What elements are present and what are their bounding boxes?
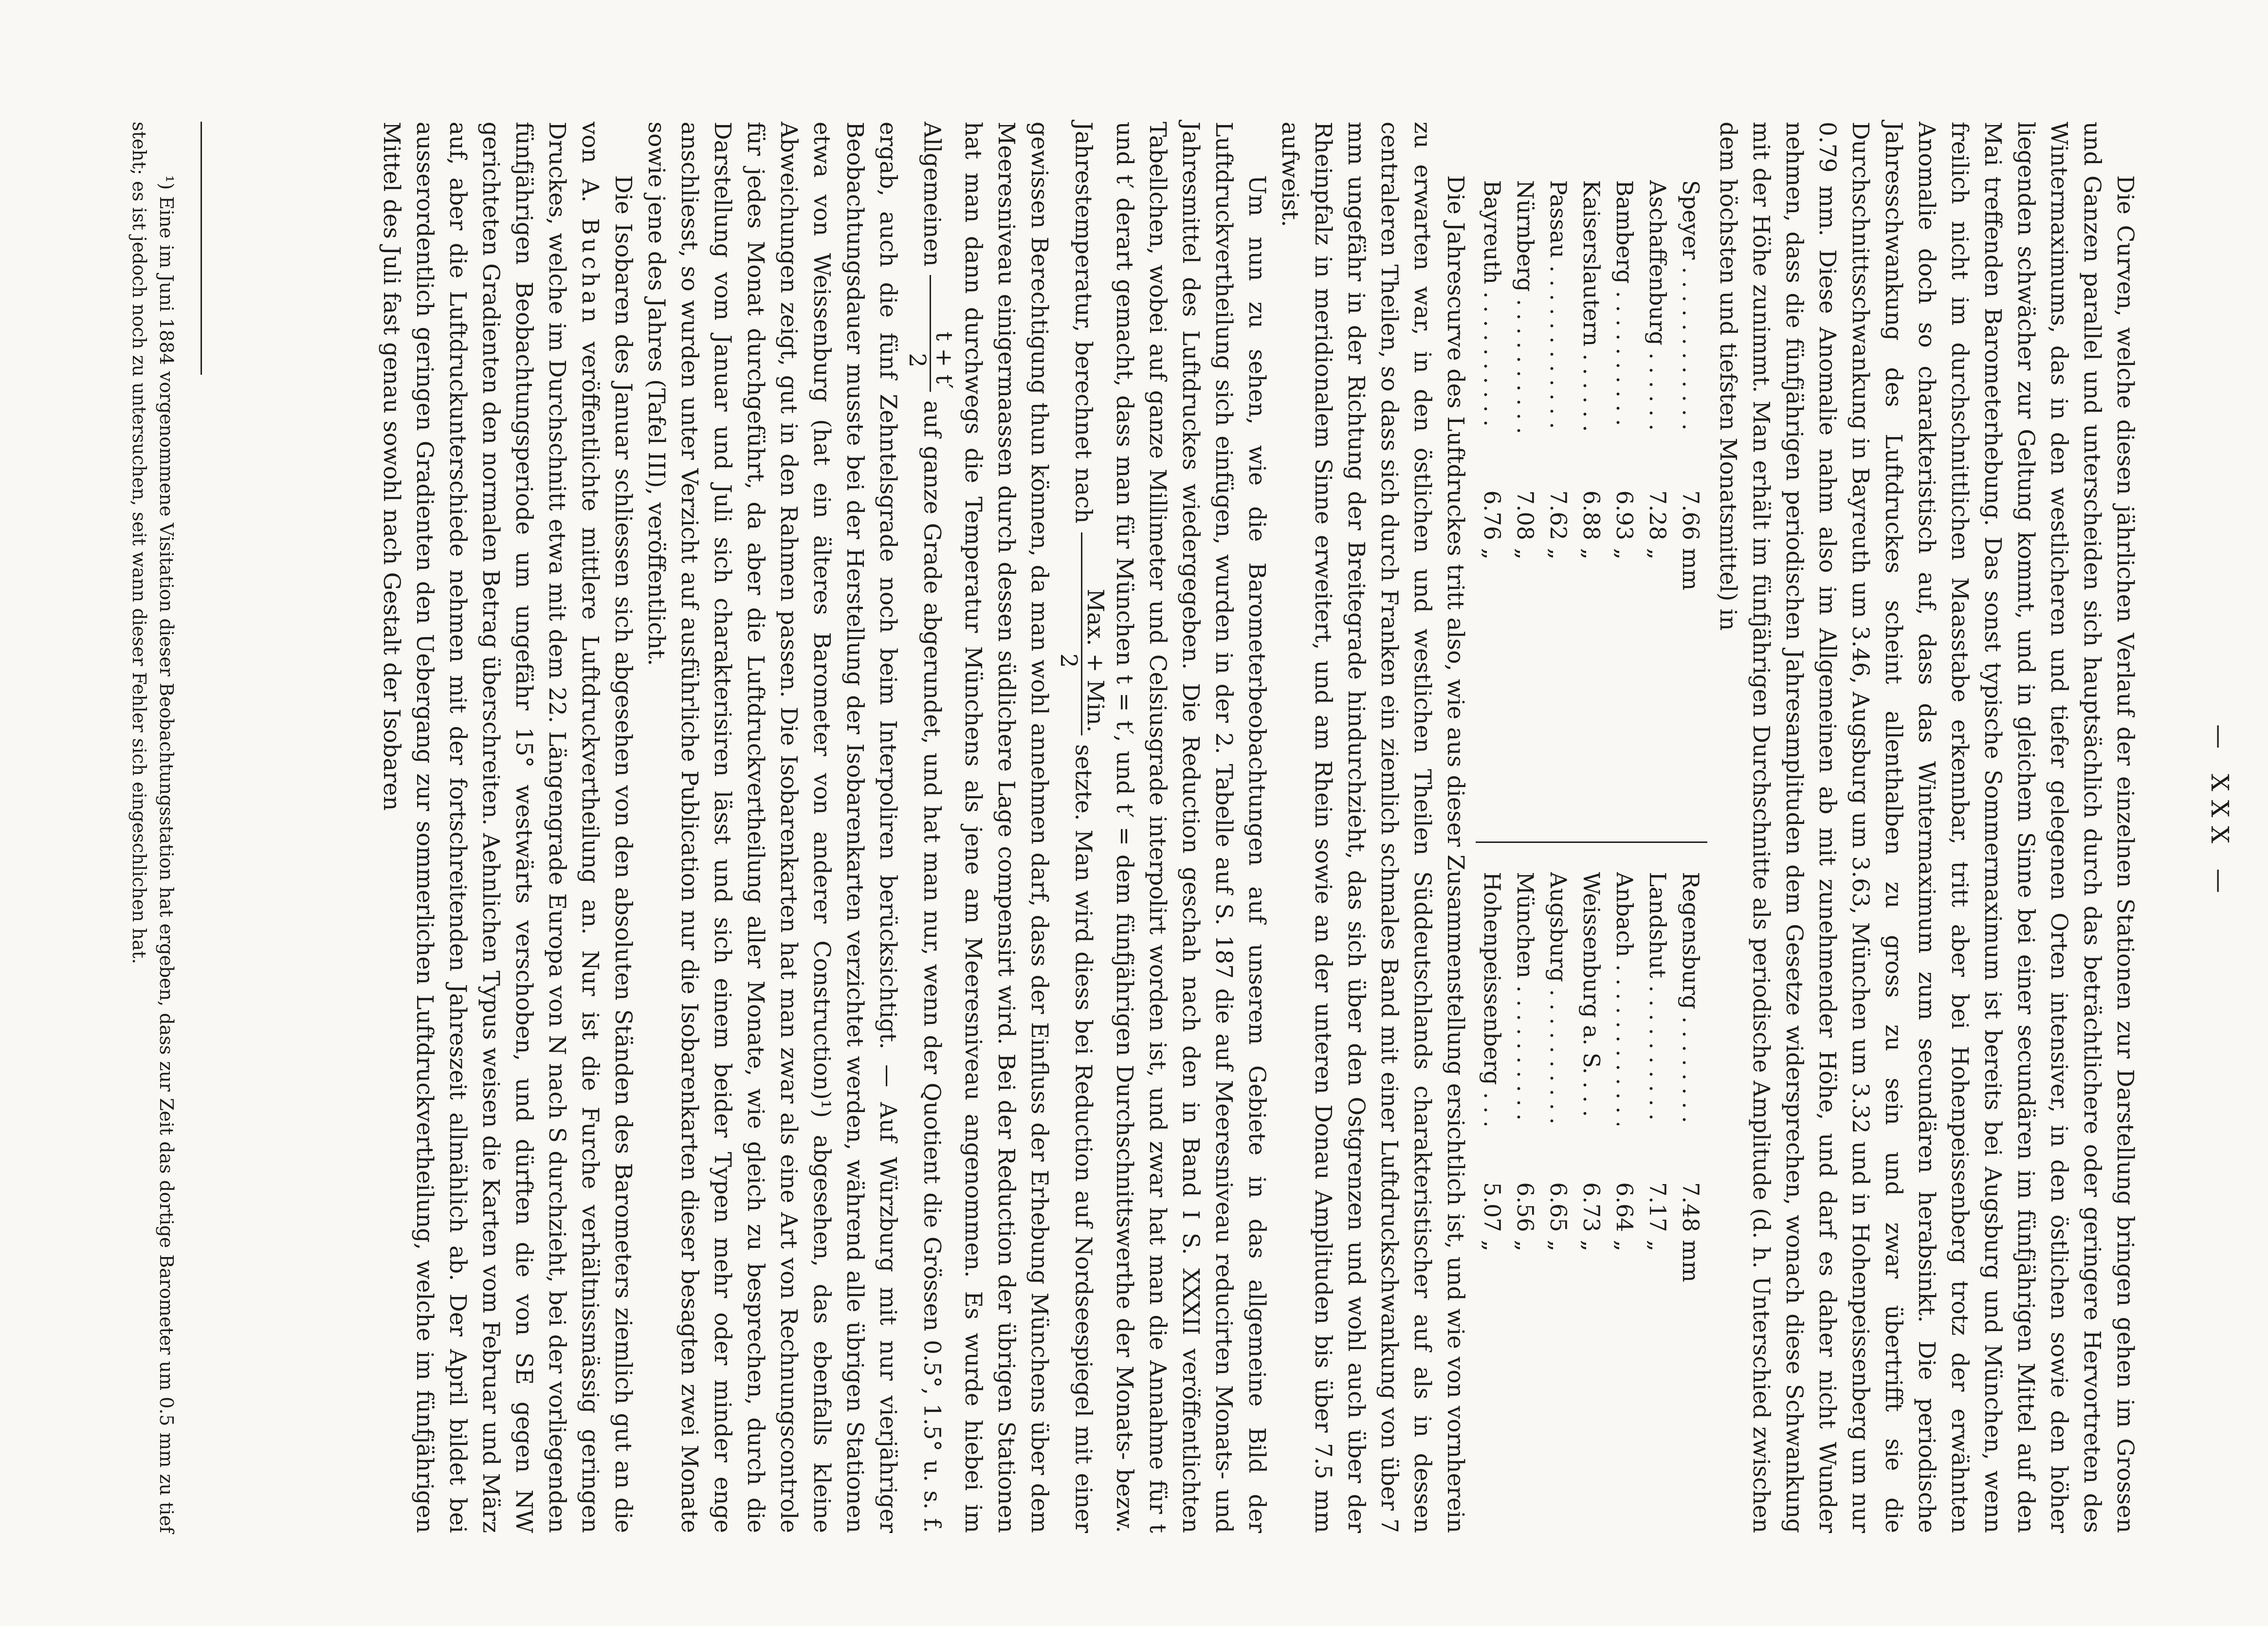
amplitude-unit: mm (1678, 548, 1704, 591)
amplitude-value: 6.76 (1479, 490, 1505, 540)
fraction-t-tprime-denominator: 2 (904, 353, 931, 368)
amplitude-value: 7.08 (1512, 490, 1538, 540)
station-name: Speyer . . . (1674, 180, 1707, 433)
paragraph-curves: Die Curven, welche diesen jährlichen Verlauf der einzelnen Stationen zur Darstellung bringen gehen im Grossen und Ganzen parallel und unterscheiden sich hauptsächlich durch das beträchtlichere oder geringere Hervortreten des Wintermaximums, das in den westlicheren und tiefer gelegenen Orten intensiver, in den östlichen sowie den höher liegenden schwächer zur Geltung kommt, und in gleichem Sinne bei einer secundären im fünfjährigen Mittel auf den Mai treffenden Barometerhebung. Das sonst typische Sommermaximum ist bereits bei Augsburg und München, wenn freilich nicht im durchschnittlichen Maasstabe erkennbar, tritt aber bei Hohenpeissenberg trotz der erwähnten Anomalie doch so charakteristisch auf, dass das Wintermaximum zum secundären herabsinkt. Die periodische Jahresschwankung des Luftdruckes scheint allenthalben zu gross zu sein und zwar übertrifft sie die Durchschnittsschwankung in Bayreuth um 3.46, Augsburg um 3.63, München um 3.32 und in Hohenpeissenberg um nur 0.79 mm. Diese Anomalie nahm also im Allgemeinen ab mit zunehmender Höhe, und darf es daher nicht Wunder nehmen, dass die fünfjährigen periodischen Jahresamplituden dem Gesetze widersprechen, wonach diese Schwankung mit der Höhe zunimmt. Man erhält im fünfjährigen Durchschnitte als periodische Amplitude (d. h. Unterschied zwischen dem höchsten und tiefsten Monatsmittel) in (1715, 122, 2139, 1533)
amplitude-unit: „ (1578, 1240, 1605, 1252)
amplitude-value: 6.93 (1611, 490, 1638, 540)
amplitude-unit: „ (1512, 548, 1538, 560)
paragraph-isobars (375, 122, 640, 1533)
fraction-max-min-denominator: 2 (1055, 653, 1082, 668)
amplitude-value: 6.73 (1578, 1182, 1605, 1232)
amplitude-row (1608, 872, 1641, 1534)
station-name: Bayreuth . . . (1476, 180, 1509, 433)
reduction-text-1: Um nun zu sehen, wie die Barometerbeobachtungen auf unserem Gebiete in das allgemeine Bild der Luftdruckvertheilung sich einfügen, wurden in der 2. Tabelle auf S. 187 die auf Meeresniveau reducirten Monats- und Jahresmittel des Luftdruckes wiedergegeben. Die Reduction geschah nach den in Band I S. XXXII veröffentlichten Tabellchen, wobei auf ganze Millimeter und Celsiusgrade interpolirt worden ist, und zwar hat man die Annahme für t und t′ derart gemacht, dass man für München t = t′, und t′ = dem fünfjährigen Durchschnittswerthe der Monats- bezw. Jahrestemperatur, berechnet nach (1070, 122, 1270, 1533)
amplitude-unit: „ (1611, 548, 1638, 560)
amplitude-row (1509, 180, 1542, 841)
amplitude-row (1674, 872, 1707, 1534)
amplitude-row (1575, 872, 1608, 1534)
isobars-text-1: Die Isobaren des Januar schliessen sich abgesehen von den absoluten Ständen des Barometers ziemlich gut an die von A. (577, 122, 637, 1533)
body-text (375, 122, 2141, 1533)
station-name: Weissenburg a. S. . . . (1575, 872, 1608, 1125)
fraction-t-tprime (904, 275, 956, 392)
isobars-text-2: veröffentlichte mittlere Luftdruckvertheilung an. Nur ist die Furche verhältnissmässig geringen Druckes, welche im Durchschnitt etwa mit dem 22. Längengrade Europa von N nach S durchzieht, bei der vorliegenden fünfjährigen Beobachtungsperiode um ungefähr 15° westwärts verschoben, und dürften die von SE gegen NW gerichteten Gradienten den normalen Betrag überschreiten. Aehnlichen Typus weisen die Karten vom Februar und März auf, aber die Luftdruckunterschiede nehmen mit der fortschreitenden Jahreszeit allmählich ab. Der April bildet bei ausserordentlich geringen Gradienten den Uebergang zur sommerlichen Luftdruckvertheilung, welche im fünfjährigen Mittel des Juli fast genau sowohl nach Gestalt der Isobaren (378, 122, 604, 1533)
station-name: Regensburg . . . (1674, 872, 1707, 1125)
station-name: Anbach . . . (1608, 872, 1641, 1125)
amplitude-unit: mm (1678, 1240, 1704, 1282)
amplitude-value: 7.66 (1678, 490, 1704, 540)
station-name: Nürnberg . . . (1509, 180, 1542, 433)
amplitude-unit: „ (1479, 548, 1505, 560)
fraction-max-min-numerator: Max. + Min. (1081, 532, 1108, 735)
amplitude-value: 6.64 (1611, 1182, 1638, 1232)
footnote-text: ¹) Eine im Juni 1884 vorgenommene Visitation dieser Beobachtungsstation hat ergeben, dass zur Zeit das dortige Barometer um 0.5 mm zu tief steht; es ist jedoch noch zu untersuchen, seit wann dieser Fehler sich eingeschlichen hat. (128, 122, 177, 1533)
amplitude-row (1608, 180, 1641, 841)
amplitude-row (1542, 872, 1575, 1534)
amplitude-value: 7.48 (1678, 1182, 1704, 1232)
amplitude-value: 6.88 (1578, 490, 1605, 540)
fraction-t-tprime-numerator: t + t′ (930, 275, 956, 392)
amplitude-value: 7.17 (1645, 1182, 1671, 1232)
amplitude-unit: „ (1645, 1240, 1671, 1252)
amplitude-unit: „ (1479, 1240, 1505, 1252)
footnote (126, 122, 180, 1533)
fraction-max-min (1056, 532, 1108, 735)
amplitude-row (1476, 180, 1509, 841)
station-name: Kaiserslautern . . . (1575, 180, 1608, 433)
amplitude-unit: „ (1545, 1240, 1572, 1252)
paragraph-reduction (640, 122, 1273, 1533)
footnote-divider (201, 122, 202, 375)
amplitude-column-left (1476, 122, 1707, 841)
amplitude-row (1641, 872, 1674, 1534)
reduction-text-2: setzte. Man wird diess bei Reduction auf Nordseespiegel mit einer gewissen Berechtigung thun können, da man wohl annehmen darf, dass der Einfluss der Erhebung Münchens über dem Meeresniveau einigermaassen durch dessen südlichere Lage compensirt wird. Bei der Reduction der übrigen Stationen hat man dann durchwegs die Temperatur Münchens als jene am Meeresniveau angenommen. Es wurde hiebei im Allgemeinen (918, 122, 1097, 1533)
amplitude-column-right (1476, 841, 1707, 1534)
amplitude-value: 6.65 (1545, 1182, 1572, 1232)
station-name: München . . . (1509, 872, 1542, 1125)
amplitude-row (1476, 872, 1509, 1534)
amplitude-unit: „ (1545, 548, 1572, 560)
amplitude-value: 7.28 (1645, 490, 1671, 540)
amplitude-value: 7.62 (1545, 490, 1572, 540)
amplitude-unit: „ (1611, 1240, 1638, 1252)
amplitude-value: 5.07 (1479, 1182, 1505, 1232)
reduction-text-3: auf ganze Grade abgerundet, und hat man nur, wenn der Quotient die Grössen 0.5°, 1.5° u. s. f. ergab, auch die fünf Zehntelsgrade noch beim Interpoliren berücksichtigt. — Auf Würzburg mit nur vierjähriger Beobachtungsdauer musste bei der Herstellung der Isobarenkarten verzichtet werden, während alle übrigen Stationen etwa von Weissenburg (hat ein älteres Barometer von anderer Construction)¹) abgesehen, das ebenfalls kleine Abweichungen zeigt, gut in den Rahmen passen. Die Isobarenkarten hat man zwar als eine Art von Rechnungscontrole für jedes Monat durchgeführt, da aber die Luftdruckvertheilung aller Monate, wie gleich zu besprechen, durch die Darstellung vom Januar und Juli sich charakterisiren lässt und sich einem beider Typen mehr oder minder enge anschliesst, so wurden unter Verzicht auf ausführliche Publication nur die Isobarenkarten dieser besagten zwei Monate sowie jene des Jahres (Tafel III), veröffentlicht. (643, 122, 946, 1533)
amplitude-row (1575, 180, 1608, 841)
amplitude-row (1641, 180, 1674, 841)
amplitude-value: 6.56 (1512, 1182, 1538, 1232)
station-name: Landshut . . . (1641, 872, 1674, 1125)
amplitude-unit: „ (1512, 1240, 1538, 1252)
amplitude-row (1674, 180, 1707, 841)
amplitude-row (1509, 872, 1542, 1534)
station-name: Augsburg . . . (1542, 872, 1575, 1125)
station-name: Hohenpeissenberg . . . (1476, 872, 1509, 1125)
amplitude-unit: „ (1578, 548, 1605, 560)
page-number: — XXX — (2206, 724, 2234, 902)
paragraph-annual-curve: Die Jahrescurve des Luftdruckes tritt also, wie aus dieser Zusammenstellung ersichtlich ist, und wie von vornherein zu erwarten war, in den östlichen und westlichen Theilen Süddeutschlands charakteristischer auf als in dessen centraleren Theilen, so dass sich durch Franken ein ziemlich schmales Band mit einer Luftdruckschwankung von über 7 mm ungefähr in der Richtung der Breitegrade hindurchzieht, das sich über den Ostgrenzen und wohl auch über der Rheinpfalz in meridionalem Sinne erweitert, und am Rhein sowie an der unteren Donau Amplituden bis über 7.5 mm aufweist. (1277, 122, 1469, 1533)
station-name: Passau . . . (1542, 180, 1575, 433)
author-name: Buchan (577, 218, 604, 326)
station-name: Bamberg . . . (1608, 180, 1641, 433)
station-name: Aschaffenburg . . . (1641, 180, 1674, 433)
amplitude-row (1542, 180, 1575, 841)
amplitude-unit: „ (1645, 548, 1671, 560)
amplitude-table (1476, 122, 1707, 1533)
